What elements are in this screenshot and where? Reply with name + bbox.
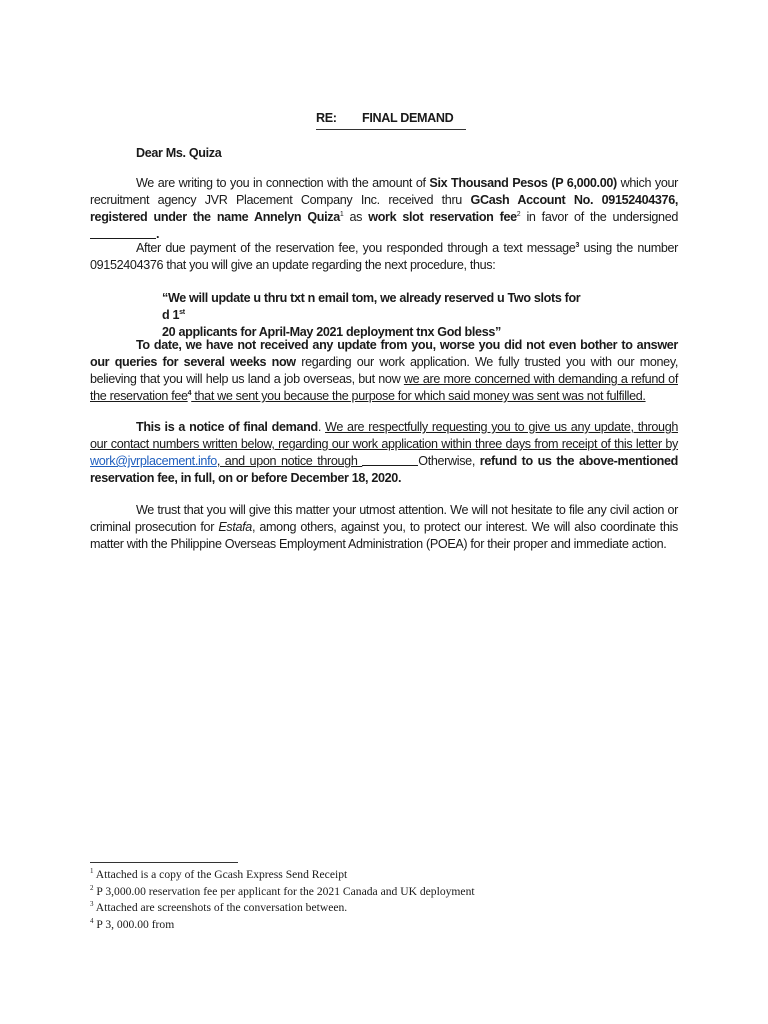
p1-text-1: We are writing to you in connection with the amount of <box>136 176 430 190</box>
footnote-4-number: 4 <box>90 916 94 925</box>
p4-underlined: We are respectfully requesting you to give us any update, through our contact numbers written below, regarding our work application within three days from receipt of this letter by <box>90 420 678 451</box>
footnote-4-text: P 3, 000.00 from <box>96 917 175 931</box>
p2-text-2: using the number 09152404376 that you will give an update regarding the next procedure, thus: <box>90 241 678 272</box>
final-demand-heading: This is a notice of final demand <box>136 420 318 434</box>
footnote-3-number: 3 <box>90 900 94 909</box>
p3-text-1: regarding our work application. We fully trusted you with our money, believing that you will help us land a job overseas, but now <box>90 355 678 386</box>
p4-text-3: Otherwise, <box>418 454 480 468</box>
p3-underlined-2: that we sent you because the purpose for which said money was sent was not fulfilled. <box>191 389 646 403</box>
footnote-4 <box>90 917 475 934</box>
footnote-2 <box>90 884 475 901</box>
footnote-1 <box>90 867 475 884</box>
re-label: RE: <box>316 111 337 125</box>
footnote-ref-2: 2 <box>516 210 521 218</box>
quote-line-2: 20 applicants for April-May 2021 deployment tnx God bless” <box>162 325 501 339</box>
p1-text-3: as <box>343 210 369 224</box>
paragraph-final-demand <box>90 419 678 487</box>
notice-blank <box>362 465 418 466</box>
footnote-1-text: Attached is a copy of the Gcash Express Send Receipt <box>95 868 348 881</box>
p1-text-5: . <box>156 227 160 241</box>
paragraph-amount <box>90 175 678 243</box>
footnote-3 <box>90 900 475 917</box>
p4-text-2: , and upon notice through <box>216 454 363 468</box>
amount-text: Six Thousand Pesos (P 6,000.00) <box>429 176 617 190</box>
quoted-text-message <box>162 290 582 341</box>
subject-line <box>316 111 466 130</box>
footnote-ref-3: 3 <box>575 241 579 249</box>
estafa-text: Estafa <box>218 520 252 534</box>
subject-text: FINAL DEMAND <box>362 111 454 125</box>
email-link[interactable]: work@jvrplacement.info <box>90 454 217 468</box>
footnote-1-number: 1 <box>90 867 94 876</box>
footnote-separator <box>90 862 238 863</box>
quote-line-1: “We will update u thru txt n email tom, we already reserved u Two slots for d 1 <box>162 291 581 322</box>
footnotes <box>90 867 475 933</box>
p3-underlined-1: we are more concerned with demanding a refund of the reservation fee <box>90 372 678 403</box>
p3-bold-text: To date, we have not received any update from you, worse you did not even bother to answer our queries for several weeks now <box>90 338 678 369</box>
p4-text-1: . <box>317 420 326 434</box>
quote-superscript: st <box>179 308 185 316</box>
gcash-account-text: GCash Account No. 09152404376, registered under the name Annelyn Quiza <box>90 193 678 224</box>
footnote-2-number: 2 <box>90 883 94 892</box>
p1-text-2: which your recruitment agency JVR Placement Company Inc. received thru <box>90 176 678 207</box>
footnote-2-text: P 3,000.00 reservation fee per applicant for the 2021 Canada and UK deployment <box>96 884 475 898</box>
footnote-ref-1: 1 <box>339 210 344 218</box>
p5-text-2: , among others, against you, to protect our interest. We will also coordinate this matter with the Philippine Overseas Employment Administration (POEA) for their proper and immediate action. <box>90 520 679 551</box>
footnote-3-text: Attached are screenshots of the conversation between. <box>95 901 348 914</box>
refund-demand-text: refund to us the above-mentioned reservation fee, in full, on or before December 18, 2020. <box>90 454 678 485</box>
p1-text-4: in favor of the undersigned <box>520 210 679 224</box>
salutation: Dear Ms. Quiza <box>136 146 222 160</box>
paragraph-payment <box>90 240 678 274</box>
p2-text-1: After due payment of the reservation fee, you responded through a text message <box>136 241 576 255</box>
footnote-ref-4: 4 <box>187 389 192 397</box>
name-blank <box>90 238 156 239</box>
purpose-text: work slot reservation fee <box>368 210 517 224</box>
paragraph-closing <box>90 502 678 553</box>
p5-text-1: We trust that you will give this matter your utmost attention. We will not hesitate to file any civil action or criminal prosecution for <box>90 503 678 534</box>
paragraph-no-update <box>90 337 678 405</box>
